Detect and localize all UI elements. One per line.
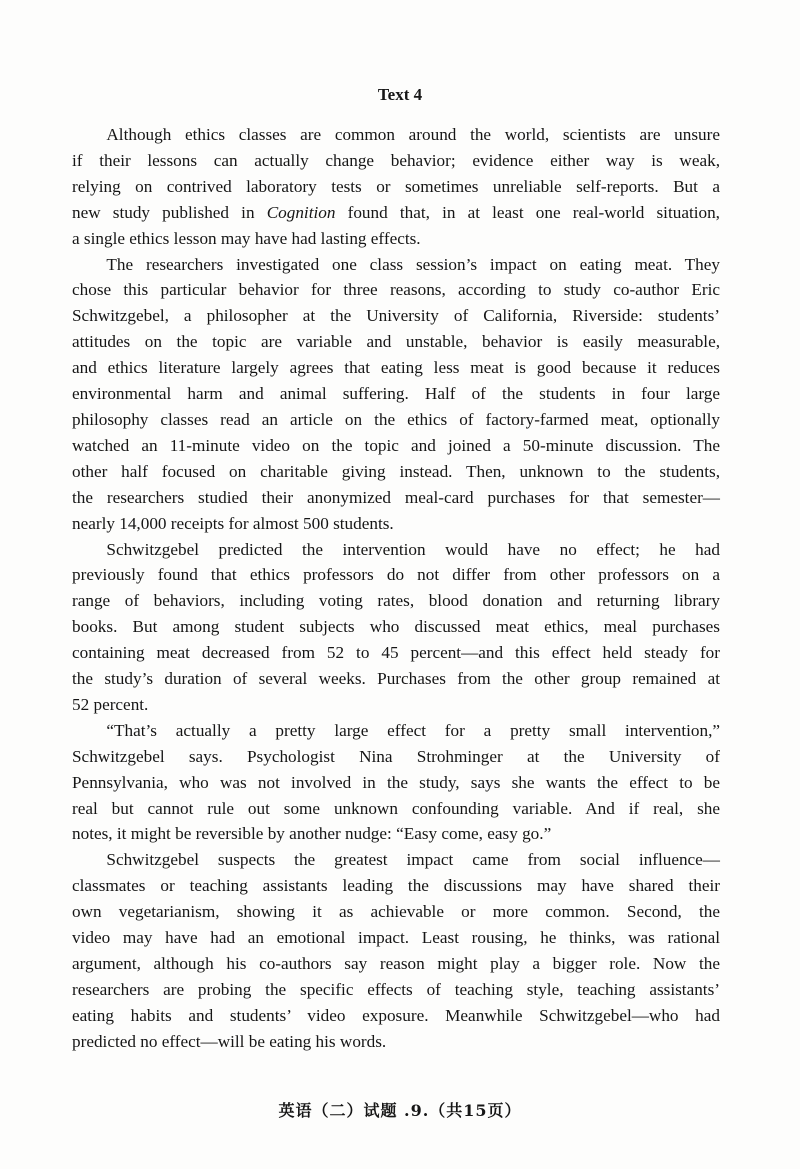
text-line: “That’s actually a pretty large effect for a pretty small intervention,” (106, 720, 720, 740)
text-line: books. But among student subjects who discussed meat ethics, meal purchases (72, 617, 720, 637)
text-line: environmental harm and animal suffering. Half of the students in four large (72, 384, 720, 404)
text-line: chose this particular behavior for three reasons, according to study co-author Eric (72, 280, 720, 300)
text-line: Schwitzgebel, a philosopher at the University of California, Riverside: students’ (72, 306, 720, 326)
text-line: nearly 14,000 receipts for almost 500 students. (72, 513, 394, 533)
text-line: argument, although his co-authors say reason might play a bigger role. Now the (72, 954, 720, 973)
paragraph-5 (72, 847, 720, 1054)
text-line: real but cannot rule out some unknown confounding variable. And if real, she (72, 798, 720, 818)
article-body (72, 122, 720, 1055)
text-line: range of behaviors, including voting rates, blood donation and returning library (72, 591, 720, 611)
text-line: other half focused on charitable giving instead. Then, unknown to the students, (72, 461, 720, 481)
text-line: if their lessons can actually change behavior; evidence either way is weak, (72, 150, 720, 170)
text-line: Pennsylvania, who was not involved in the study, says she wants the effect to be (72, 772, 720, 792)
section-title: Text 4 (377, 85, 423, 104)
text-line: the researchers studied their anonymized meal-card purchases for that semester— (72, 487, 720, 507)
text-line: predicted no effect—will be eating his words. (72, 1031, 387, 1051)
text-line: previously found that ethics professors do not differ from other professors on a (72, 565, 720, 585)
paragraph-2 (72, 252, 720, 537)
paragraph-4 (72, 718, 720, 848)
text-line: video may have had an emotional impact. Least rousing, he thinks, was rational (72, 928, 720, 948)
text-line: 52 percent. (72, 694, 149, 714)
text-line: classmates or teaching assistants leading the discussions may have shared their (72, 876, 720, 896)
text-line: eating habits and students’ video exposure. Meanwhile Schwitzgebel—who had (72, 1005, 720, 1025)
journal-name: Cognition (266, 202, 336, 222)
text-line: containing meat decreased from 52 to 45 percent—and this effect held steady for (72, 643, 720, 663)
text-line-with-journal: new study published in Cognition found that, in at least one real-world situation, (72, 202, 720, 222)
text-line: Although ethics classes are common around the world, scientists are unsure (106, 125, 720, 144)
text-line: own vegetarianism, showing it as achievable or more common. Second, the (72, 902, 720, 922)
text-line: notes, it might be reversible by another nudge: “Easy come, easy go.” (72, 824, 552, 844)
text-line: relying on contrived laboratory tests or sometimes unreliable self-reports. But a (72, 176, 720, 196)
text-line: philosophy classes read an article on the ethics of factory-farmed meat, optionally (72, 409, 720, 429)
text-line: researchers are probing the specific effects of teaching style, teaching assistants’ (72, 979, 720, 999)
text-line: attitudes on the topic are variable and unstable, behavior is easily measurable, (72, 332, 720, 352)
text-line: a single ethics lesson may have had lasting effects. (72, 228, 421, 248)
text-line: and ethics literature largely agrees that eating less meat is good because it reduces (72, 358, 720, 378)
paragraph-1 (72, 122, 720, 252)
text-line: Schwitzgebel says. Psychologist Nina Strohminger at the University of (72, 746, 720, 766)
paragraph-3 (72, 537, 720, 718)
text-line: Schwitzgebel predicted the intervention would have no effect; he had (106, 539, 720, 559)
text-line: watched an 11-minute video on the topic and joined a 50-minute discussion. The (72, 435, 720, 455)
text-line: the study’s duration of several weeks. Purchases from the other group remained at (72, 669, 720, 689)
page-footer: 英语（二）试题 .9.（共15页） (278, 1101, 522, 1120)
text-line: The researchers investigated one class session’s impact on eating meat. They (106, 254, 720, 274)
text-line: Schwitzgebel suspects the greatest impact came from social influence— (106, 850, 720, 870)
